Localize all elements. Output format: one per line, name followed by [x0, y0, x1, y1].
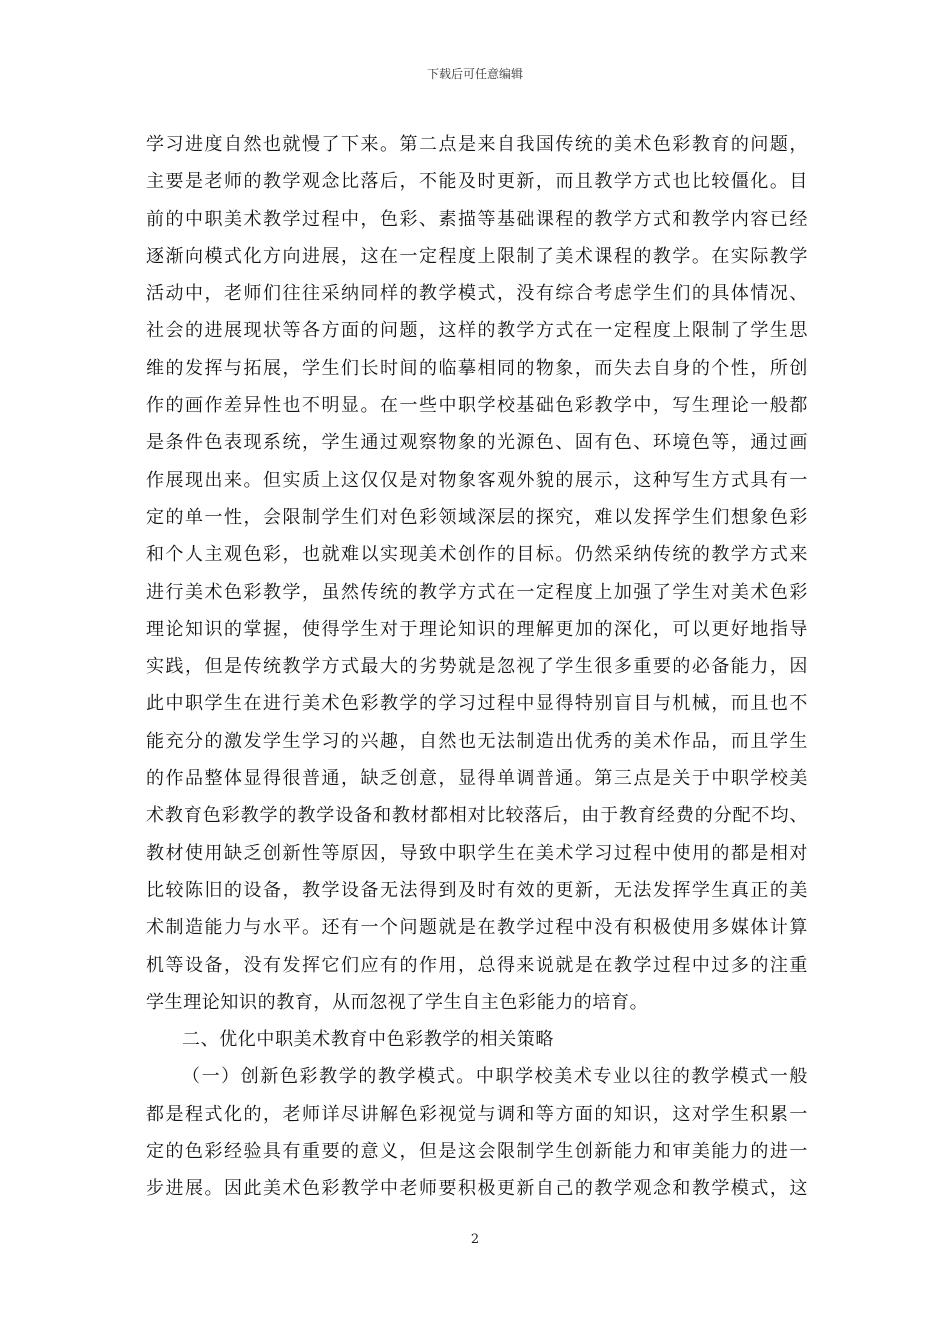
body-line: 都是程式化的，老师详尽讲解色彩视觉与调和等方面的知识，这对学生积累一 — [146, 1103, 808, 1125]
body-line: 学生理论知识的教育，从而忽视了学生自主色彩能力的培育。 — [146, 991, 649, 1013]
document-body — [146, 126, 808, 1208]
body-line: 是条件色表现系统，学生通过观察物象的光源色、固有色、环境色等，通过画 — [146, 432, 808, 454]
body-line: 此中职学生在进行美术色彩教学的学习过程中显得特别盲目与机械，而且也不 — [146, 693, 808, 715]
body-line: 术教育色彩教学的教学设备和教材都相对比较落后，由于教育经费的分配不均、 — [146, 805, 808, 827]
body-line: 实践，但是传统教学方式最大的劣势就是忽视了学生很多重要的必备能力，因 — [146, 656, 808, 678]
body-line: 社会的进展现状等各方面的问题，这样的教学方式在一定程度上限制了学生思 — [146, 320, 808, 342]
body-line: 的作品整体显得很普通，缺乏创意，显得单调普通。第三点是关于中职学校美 — [146, 768, 808, 790]
body-line: 术制造能力与水平。还有一个问题就是在教学过程中没有积极使用多媒体计算 — [146, 917, 808, 939]
page-number: 2 — [470, 1232, 480, 1247]
body-line: 和个人主观色彩，也就难以实现美术创作的目标。仍然采纳传统的教学方式来 — [146, 544, 808, 566]
body-line: 理论知识的掌握，使得学生对于理论知识的理解更加的深化，可以更好地指导 — [146, 618, 808, 640]
body-line: 定的色彩经验具有重要的意义，但是这会限制学生创新能力和审美能力的进一 — [146, 1141, 808, 1163]
body-line: 前的中职美术教学过程中，色彩、素描等基础课程的教学方式和教学内容已经 — [146, 208, 808, 230]
body-line: 维的发挥与拓展，学生们长时间的临摹相同的物象，而失去自身的个性，所创 — [146, 357, 808, 379]
body-line: 机等设备，没有发挥它们应有的作用，总得来说就是在教学过程中过多的注重 — [146, 954, 808, 976]
body-line: 比较陈旧的设备，教学设备无法得到及时有效的更新，无法发挥学生真正的美 — [146, 879, 808, 901]
body-line: 活动中，老师们往往采纳同样的教学模式，没有综合考虑学生们的具体情况、 — [146, 283, 808, 305]
body-line: 教材使用缺乏创新性等原因，导致中职学生在美术学习过程中使用的都是相对 — [146, 842, 808, 864]
body-line: 进行美术色彩教学，虽然传统的教学方式在一定程度上加强了学生对美术色彩 — [146, 581, 808, 603]
section-heading: 二、优化中职美术教育中色彩教学的相关策略 — [182, 1029, 554, 1051]
body-line: 步进展。因此美术色彩教学中老师要积极更新自己的教学观念和教学模式，这 — [146, 1178, 808, 1200]
body-line: 作展现出来。但实质上这仅仅是对物象客观外貌的展示，这种写生方式具有一 — [146, 469, 808, 491]
body-line: 作的画作差异性也不明显。在一些中职学校基础色彩教学中，写生理论一般都 — [146, 395, 808, 417]
body-line: 定的单一性，会限制学生们对色彩领域深层的探究，难以发挥学生们想象色彩 — [146, 506, 808, 528]
body-line: 学习进度自然也就慢了下来。第二点是来自我国传统的美术色彩教育的问题， — [146, 134, 808, 155]
body-line: 主要是老师的教学观念比落后，不能及时更新，而且教学方式也比较僵化。目 — [146, 171, 808, 193]
subsection-first-line: （一）创新色彩教学的教学模式。中职学校美术专业以往的教学模式一般 — [182, 1066, 808, 1088]
body-line: 逐渐向模式化方向进展，这在一定程度上限制了美术课程的教学。在实际教学 — [146, 245, 808, 267]
body-line: 能充分的激发学生学习的兴趣，自然也无法制造出优秀的美术作品，而且学生 — [146, 730, 808, 752]
page-header: 下载后可任意编辑 — [426, 67, 523, 81]
